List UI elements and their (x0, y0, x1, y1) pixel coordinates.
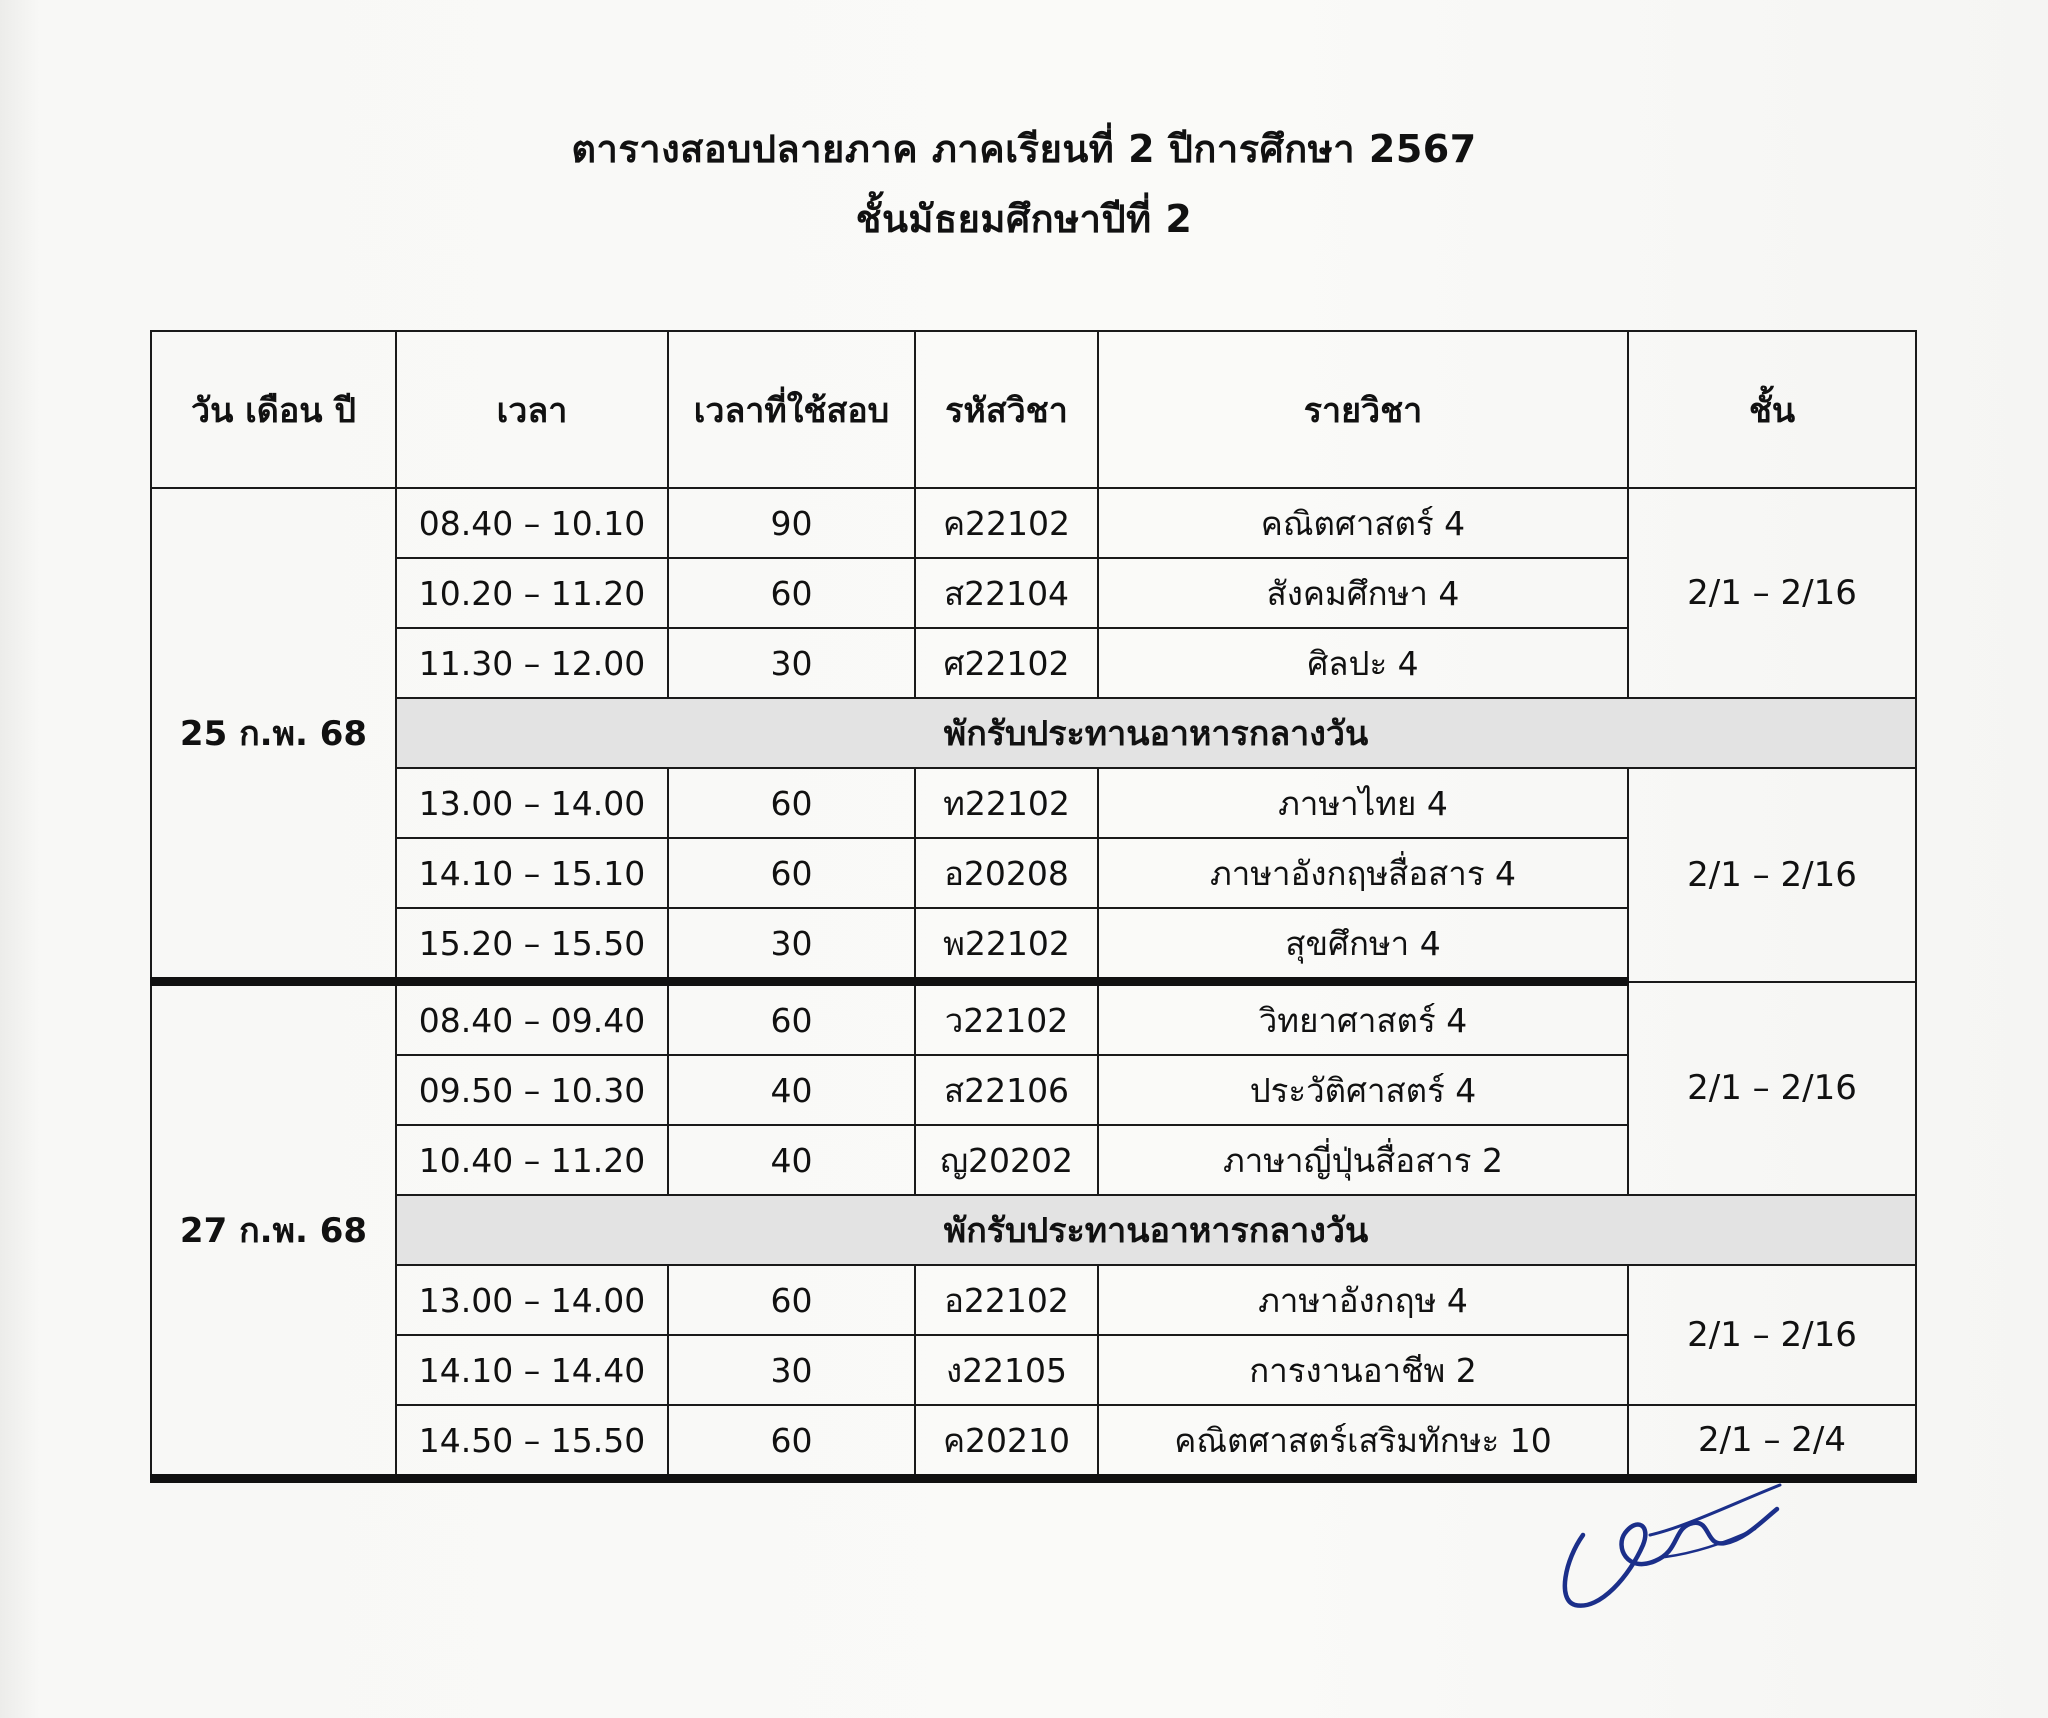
table-header-row (151, 331, 1916, 488)
table-row (151, 1265, 1916, 1335)
exam-time: 09.50 – 10.30 (396, 1055, 668, 1125)
exam-time: 14.50 – 15.50 (396, 1405, 668, 1479)
exam-duration: 40 (668, 1125, 915, 1195)
subject-code: ท22102 (915, 768, 1098, 838)
class-range: 2/1 – 2/16 (1628, 982, 1916, 1196)
exam-time: 10.20 – 11.20 (396, 558, 668, 628)
subject-name: สุขศึกษา 4 (1098, 908, 1628, 982)
column-header-code: รหัสวิชา (915, 331, 1098, 488)
exam-time: 11.30 – 12.00 (396, 628, 668, 698)
day-group (151, 982, 1916, 1479)
table-row (151, 982, 1916, 1056)
subject-code: พ22102 (915, 908, 1098, 982)
column-header-class: ชั้น (1628, 331, 1916, 488)
subject-name: ภาษาอังกฤษสื่อสาร 4 (1098, 838, 1628, 908)
exam-time: 14.10 – 14.40 (396, 1335, 668, 1405)
subject-name: คณิตศาสตร์เสริมทักษะ 10 (1098, 1405, 1628, 1479)
subject-name: ศิลปะ 4 (1098, 628, 1628, 698)
day-group (151, 488, 1916, 982)
subject-name: ภาษาไทย 4 (1098, 768, 1628, 838)
exam-duration: 60 (668, 982, 915, 1056)
subject-code: อ22102 (915, 1265, 1098, 1335)
subject-code: อ20208 (915, 838, 1098, 908)
column-header-date: วัน เดือน ปี (151, 331, 396, 488)
table-row (151, 488, 1916, 558)
exam-duration: 40 (668, 1055, 915, 1125)
class-range: 2/1 – 2/16 (1628, 1265, 1916, 1405)
subject-code: ญ20202 (915, 1125, 1098, 1195)
exam-time: 08.40 – 09.40 (396, 982, 668, 1056)
exam-duration: 60 (668, 558, 915, 628)
exam-duration: 60 (668, 768, 915, 838)
exam-time: 13.00 – 14.00 (396, 1265, 668, 1335)
exam-schedule-table (150, 330, 1917, 1483)
exam-date: 25 ก.พ. 68 (151, 488, 396, 982)
signature-mark (1555, 1465, 1785, 1625)
table-row (151, 768, 1916, 838)
lunch-break-label: พักรับประทานอาหารกลางวัน (396, 1195, 1916, 1265)
exam-time: 15.20 – 15.50 (396, 908, 668, 982)
subject-name: การงานอาชีพ 2 (1098, 1335, 1628, 1405)
subject-code: ง22105 (915, 1335, 1098, 1405)
subject-name: ประวัติศาสตร์ 4 (1098, 1055, 1628, 1125)
lunch-break-row (151, 1195, 1916, 1265)
subject-name: คณิตศาสตร์ 4 (1098, 488, 1628, 558)
exam-duration: 60 (668, 1265, 915, 1335)
exam-duration: 30 (668, 908, 915, 982)
column-header-time: เวลา (396, 331, 668, 488)
page-subtitle: ชั้นมัธยมศึกษาปีที่ 2 (855, 197, 1193, 241)
column-header-subject: รายวิชา (1098, 331, 1628, 488)
exam-duration: 60 (668, 1405, 915, 1479)
exam-time: 10.40 – 11.20 (396, 1125, 668, 1195)
exam-date: 27 ก.พ. 68 (151, 982, 396, 1479)
exam-time: 14.10 – 15.10 (396, 838, 668, 908)
class-range: 2/1 – 2/16 (1628, 488, 1916, 698)
subject-code: ส22106 (915, 1055, 1098, 1125)
exam-duration: 30 (668, 1335, 915, 1405)
subject-name: วิทยาศาสตร์ 4 (1098, 982, 1628, 1056)
page-title: ตารางสอบปลายภาค ภาคเรียนที่ 2 ปีการศึกษา 2567 (571, 127, 1477, 171)
exam-duration: 90 (668, 488, 915, 558)
exam-duration: 30 (668, 628, 915, 698)
subject-name: สังคมศึกษา 4 (1098, 558, 1628, 628)
lunch-break-row (151, 698, 1916, 768)
exam-time: 13.00 – 14.00 (396, 768, 668, 838)
class-range: 2/1 – 2/16 (1628, 768, 1916, 982)
exam-duration: 60 (668, 838, 915, 908)
subject-name: ภาษาญี่ปุ่นสื่อสาร 2 (1098, 1125, 1628, 1195)
class-range: 2/1 – 2/4 (1628, 1405, 1916, 1479)
subject-code: ส22104 (915, 558, 1098, 628)
subject-name: ภาษาอังกฤษ 4 (1098, 1265, 1628, 1335)
subject-code: ค22102 (915, 488, 1098, 558)
subject-code: ศ22102 (915, 628, 1098, 698)
subject-code: ว22102 (915, 982, 1098, 1056)
exam-time: 08.40 – 10.10 (396, 488, 668, 558)
column-header-duration: เวลาที่ใช้สอบ (668, 331, 915, 488)
subject-code: ค20210 (915, 1405, 1098, 1479)
lunch-break-label: พักรับประทานอาหารกลางวัน (396, 698, 1916, 768)
